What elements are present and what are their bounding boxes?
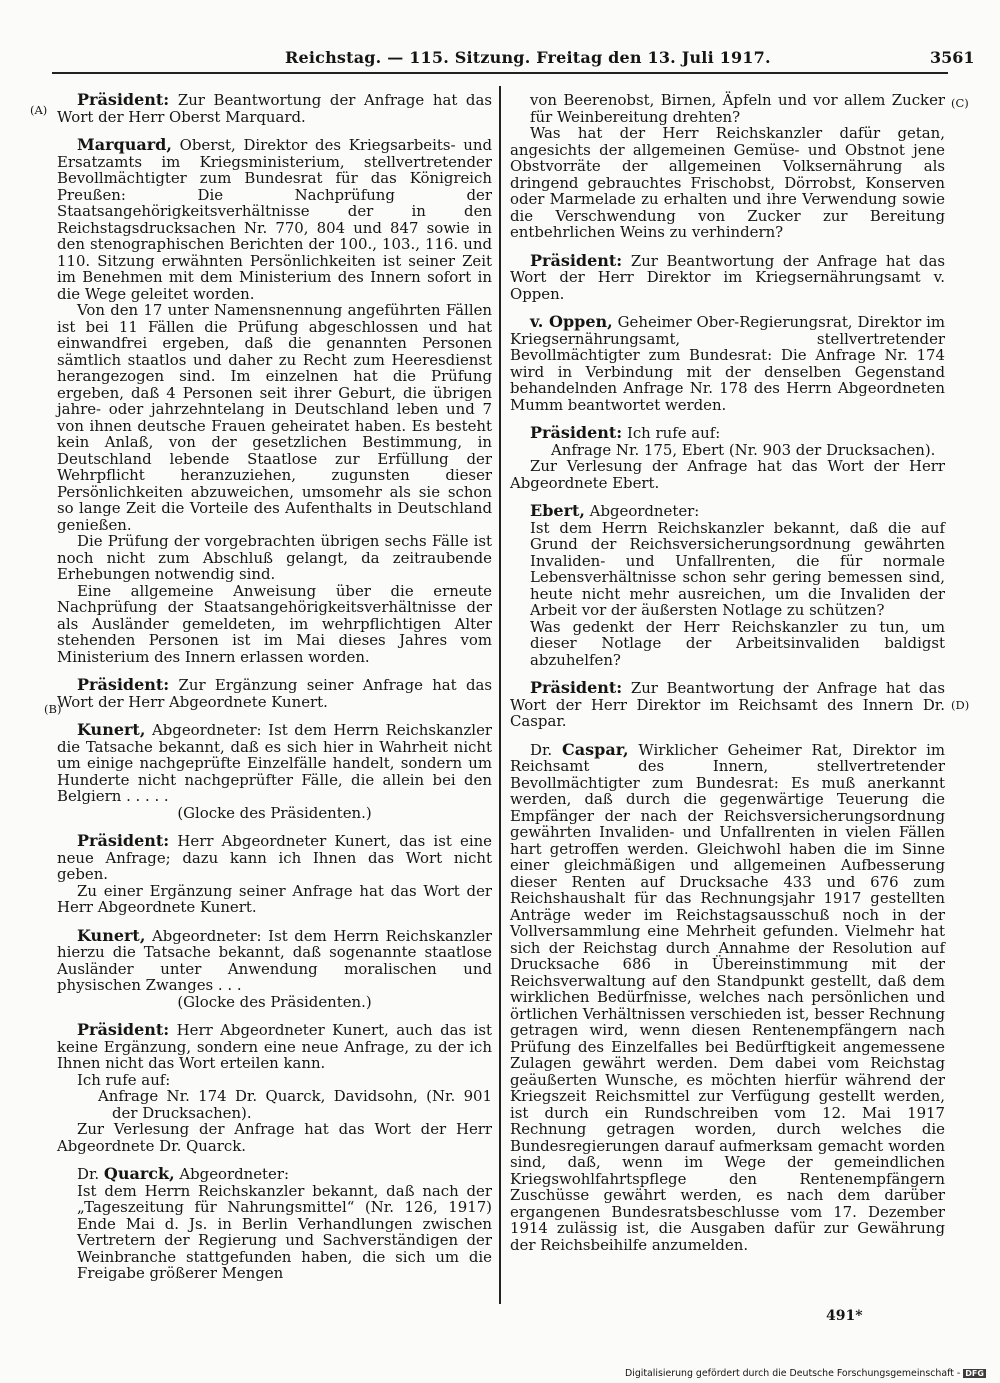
- paragraph-text: Zur Ergänzung seiner Anfrage hat das Wort der Herr Abgeordnete Kunert.: [57, 676, 492, 711]
- paragraph: von Beerenobst, Birnen, Äpfeln und vor allem Zucker für Weinbereitung drehten?: [530, 91, 945, 126]
- speaker-name: Präsident:: [77, 1020, 170, 1039]
- speaker-name: v. Oppen,: [530, 312, 613, 331]
- page-number: 3561: [930, 48, 975, 67]
- paragraph-text: Wirklicher Geheimer Rat, Direktor im Reichsamt des Innern, stellvertretender Bevollmächtigter zum Bundesrat: Es muß anerkannt werden, daß durch die gegenwärtige Teuerung die Empfänger der nach der Reichsversicherungsordnung gewährten Invaliden- und Unfallrenten in vielen Fällen hart getroffen werden. Gleichwohl haben die im Sinne einer gleichmäßigen und allgemeinen Aufbesserung dieser Renten auf Drucksache 433 und 676 zum Reichshaushalt für das Rechnungsjahr 1917 gestellten Anträge weder im Reichstagsausschuß noch in der Vollversammlung eine Mehrheit gefunden. Vielmehr hat sich der Reichstag durch Annahme der Resolution auf Drucksache 686 in Übereinstimmung mit der Reichsverwaltung auf den Standpunkt gestellt, daß dem wirklichen Bedürfnisse, welches nach persönlichen und örtlichen Verhältnissen verschieden ist, besser Rechnung getragen wird, wenn diesen Rentenempfängern nach Prüfung des Einzelfalles bei Bedürftigkeit angemessene Zulagen gewährt werden. Dem dabei vom Reichstag geäußerten Wunsche, es möchten hierfür während der Kriegszeit Reichsmittel zur Verfügung gestellt werden, ist durch ein Rundschreiben vom 12. Mai 1917 Rechnung getragen worden, durch welches die Bundesregierungen darauf aufmerksam gemacht worden sind, daß, wenn im Wege der gemeindlichen Kriegswohlfahrtspflege den Rentenempfängern Zuschüsse gewährt werden, es nach dem darüber ergangenen Bundesratsbeschlusse vom 17. Dezember 1914 zulässig ist, die Ausgaben dafür zur Gewährung der Reichsbeihilfe anzumelden.: [510, 740, 945, 1254]
- paragraph: [510, 314, 945, 413]
- paragraph: [57, 1022, 492, 1072]
- paragraph-text: Zur Beantwortung der Anfrage hat das Wort der Herr Direktor im Reichsamt des Innern Dr. Caspar.: [510, 679, 945, 730]
- stage-direction: (Glocke des Präsidenten.): [177, 803, 372, 822]
- paragraph-text: Abgeordneter: Ist dem Herrn Reichskanzler hierzu die Tatsache bekannt, daß sogenannte staatlose Ausländer unter Anwendung moralischen und physischen Zwanges . . .: [57, 926, 492, 994]
- paragraph: [57, 722, 492, 805]
- paragraph: Anfrage Nr. 174 Dr. Quarck, Davidsohn, (Nr. 901 der Drucksachen).: [98, 1087, 492, 1122]
- paragraph: Ist dem Herrn Reichskanzler bekannt, daß die auf Grund der Reichsversicherungsordnung gewährten Invaliden- und Unfallrenten, die für normale Lebensverhältnisse schon sehr gering bemessen sind, heute nicht mehr ausreichen, um die Invaliden der Arbeit vor der äußersten Notlage zu schützen?: [530, 518, 945, 619]
- paragraph: [510, 503, 945, 520]
- paragraph: Zur Verlesung der Anfrage hat das Wort der Herr Abgeordnete Ebert.: [510, 457, 945, 492]
- paragraph-text: Abgeordneter:: [174, 1165, 289, 1183]
- speaker-name: Quarck,: [103, 1164, 175, 1183]
- speaker-name: Präsident:: [530, 423, 623, 442]
- paragraph-text: Ich rufe auf:: [622, 424, 721, 442]
- margin-mark-a: (A): [30, 103, 48, 117]
- paragraph: Von den 17 unter Namensnennung angeführten Fällen ist bei 11 Fällen die Prüfung abgeschlossen und hat einwandfrei ergeben, daß die genannten Personen sämtlich staatlos und daher zu Recht zum Heeresdienst herangezogen sind. Im einzelnen hat die Prüfung ergeben, daß 4 Personen seit ihrer Geburt, die übrigen jahre- oder jahrzehntelang in Deutschland leben und 7 von ihnen deutsche Frauen geheiratet haben. Es besteht kein Anlaß, von der gesetzlichen Bestimmung, in Deutschland lebende Staatlose zur Erfüllung der Wehrpflicht heranzuziehen, zugunsten dieser Persönlichkeiten abzuweichen, umsomehr als sie schon so lange Zeit die Vorteile des Aufenthalts in Deutschland genießen.: [57, 301, 492, 534]
- stage-direction: (Glocke des Präsidenten.): [177, 992, 372, 1011]
- paragraph: Was gedenkt der Herr Reichskanzler zu tun, um dieser Notlage der Arbeitsinvaliden baldigst abzuhelfen?: [530, 617, 945, 669]
- margin-mark-b: (B): [44, 702, 62, 716]
- paragraph: Ist dem Herrn Reichskanzler bekannt, daß nach der „Tageszeitung für Nahrungsmittel“ (Nr. 126, 1917) Ende Mai d. Js. in Berlin Verhandlungen zwischen Vertretern der Regierung und Sachverständigen der Weinbranche stattgefunden haben, die sich um die Freigabe größerer Mengen: [77, 1181, 492, 1282]
- speaker-name: Präsident:: [77, 90, 170, 109]
- paragraph: Ich rufe auf:: [77, 1070, 171, 1089]
- paragraph: Was hat der Herr Reichskanzler dafür getan, angesichts der allgemeinen Gemüse- und Obstnot jene Obstvorräte der allgemeinen Volksernährung als dringend gebrauchtes Frischobst, Dörrobst, Konserven oder Marmelade zu erhalten und ihre Verwendung sowie die Verschwendung von Zucker zur Bereitung entbehrlichen Weins zu verhindern?: [510, 124, 945, 241]
- left-column: [57, 92, 492, 1282]
- column-divider: [499, 86, 501, 1304]
- speaker-name: Präsident:: [77, 675, 170, 694]
- speaker-name: Präsident:: [77, 831, 170, 850]
- paragraph: [57, 1166, 492, 1183]
- dfg-logo: DFG: [965, 1369, 984, 1378]
- paragraph: [510, 425, 945, 442]
- speaker-name: Kunert,: [77, 720, 146, 739]
- paragraph: Zu einer Ergänzung seiner Anfrage hat das Wort der Herr Abgeordnete Kunert.: [57, 881, 492, 916]
- speaker-name: Marquard,: [77, 135, 172, 154]
- speaker-name: Ebert,: [530, 501, 585, 520]
- paragraph-text: Abgeordneter:: [584, 502, 700, 520]
- paragraph-text: Abgeordneter: Ist dem Herrn Reichskanzler die Tatsache bekannt, daß es sich hier in Wahrheit nicht um einige nachgeprüfte Einzelfälle handelt, sondern um Hunderte nicht nachgeprüfter Fälle, die allein bei den Belgiern . . . . .: [57, 721, 492, 805]
- paragraph: [510, 680, 945, 730]
- speaker-name: Präsident:: [530, 678, 623, 697]
- name-prefix: Dr.: [77, 1165, 104, 1183]
- paragraph: Die Prüfung der vorgebrachten übrigen sechs Fälle ist noch nicht zum Abschluß gelangt, da zeitraubende Erhebungen notwendig sind.: [57, 532, 492, 583]
- paragraph: [57, 92, 492, 125]
- paragraph-text: Oberst, Direktor des Kriegsarbeits- und Ersatzamts im Kriegsministerium, stellvertretender Bevollmächtigter zum Bundesrat für das Königreich Preußen: Die Nachprüfung der Staatsangehörigkeitsverhältnisse der in den Reichstagsdrucksachen Nr. 770, 804 und 847 sowie in den stenographischen Berichten der 100., 103., 116. und 110. Sitzung erwähnten Persönlichkeiten ist seiner Zeit im Benehmen mit dem Ministerium des Innern sofort in die Wege geleitet worden.: [57, 136, 492, 303]
- margin-mark-d: (D): [951, 698, 970, 712]
- paragraph-text: Zur Beantwortung der Anfrage hat das Wort der Herr Oberst Marquard.: [57, 91, 492, 126]
- speaker-name: Kunert,: [77, 925, 146, 945]
- margin-mark-c: (C): [951, 96, 969, 110]
- paragraph-text: Herr Abgeordneter Kunert, das ist eine neue Anfrage; dazu kann ich Ihnen das Wort nicht geben.: [57, 832, 492, 883]
- running-header: Reichstag. — 115. Sitzung. Freitag den 13. Juli 1917.: [285, 48, 771, 67]
- header-rule: [52, 72, 948, 74]
- speaker-name: Präsident:: [530, 250, 623, 270]
- paragraph: Anfrage Nr. 175, Ebert (Nr. 903 der Drucksachen).: [551, 440, 936, 459]
- paragraph: [510, 739, 945, 1254]
- name-prefix: Dr.: [530, 740, 563, 759]
- paragraph-text: Zur Beantwortung der Anfrage hat das Wort der Herr Direktor im Kriegsernährungsamt v. Oppen.: [510, 251, 945, 303]
- paragraph: [57, 677, 492, 710]
- paragraph: [57, 925, 492, 994]
- right-column: [510, 92, 945, 1253]
- paragraph: [57, 833, 492, 883]
- paragraph-text: Herr Abgeordneter Kunert, auch das ist keine Ergänzung, sondern eine neue Anfrage, zu der ich Ihnen nicht das Wort erteilen kann.: [57, 1021, 492, 1072]
- footer-text: Digitalisierung gefördert durch die Deutsche Forschungsgemeinschaft -: [625, 1368, 961, 1379]
- paragraph: [57, 137, 492, 302]
- paragraph: Zur Verlesung der Anfrage hat das Wort der Herr Abgeordnete Dr. Quarck.: [57, 1120, 492, 1155]
- signature-mark: 491*: [826, 1308, 863, 1324]
- paragraph-text: Geheimer Ober-Regierungsrat, Direktor im Kriegsernährungsamt, stellvertretender Bevollmächtigter zum Bundesrat: Die Anfrage Nr. 174 wird in Verbindung mit der denselben Gegenstand behandelnden Anfrage Nr. 178 des Herrn Abgeordneten Mumm beantwortet werden.: [510, 313, 945, 414]
- paragraph: [510, 250, 945, 303]
- footer-credit: [625, 1368, 986, 1379]
- paragraph: Eine allgemeine Anweisung über die erneute Nachprüfung der Staatsangehörigkeitsverhältnisse der als Ausländer gemeldeten, im wehrpflichtigen Alter stehenden Personen ist im Mai dieses Jahres vom Ministerium des Innern erlassen worden.: [57, 581, 492, 666]
- speaker-name: Caspar,: [562, 739, 629, 759]
